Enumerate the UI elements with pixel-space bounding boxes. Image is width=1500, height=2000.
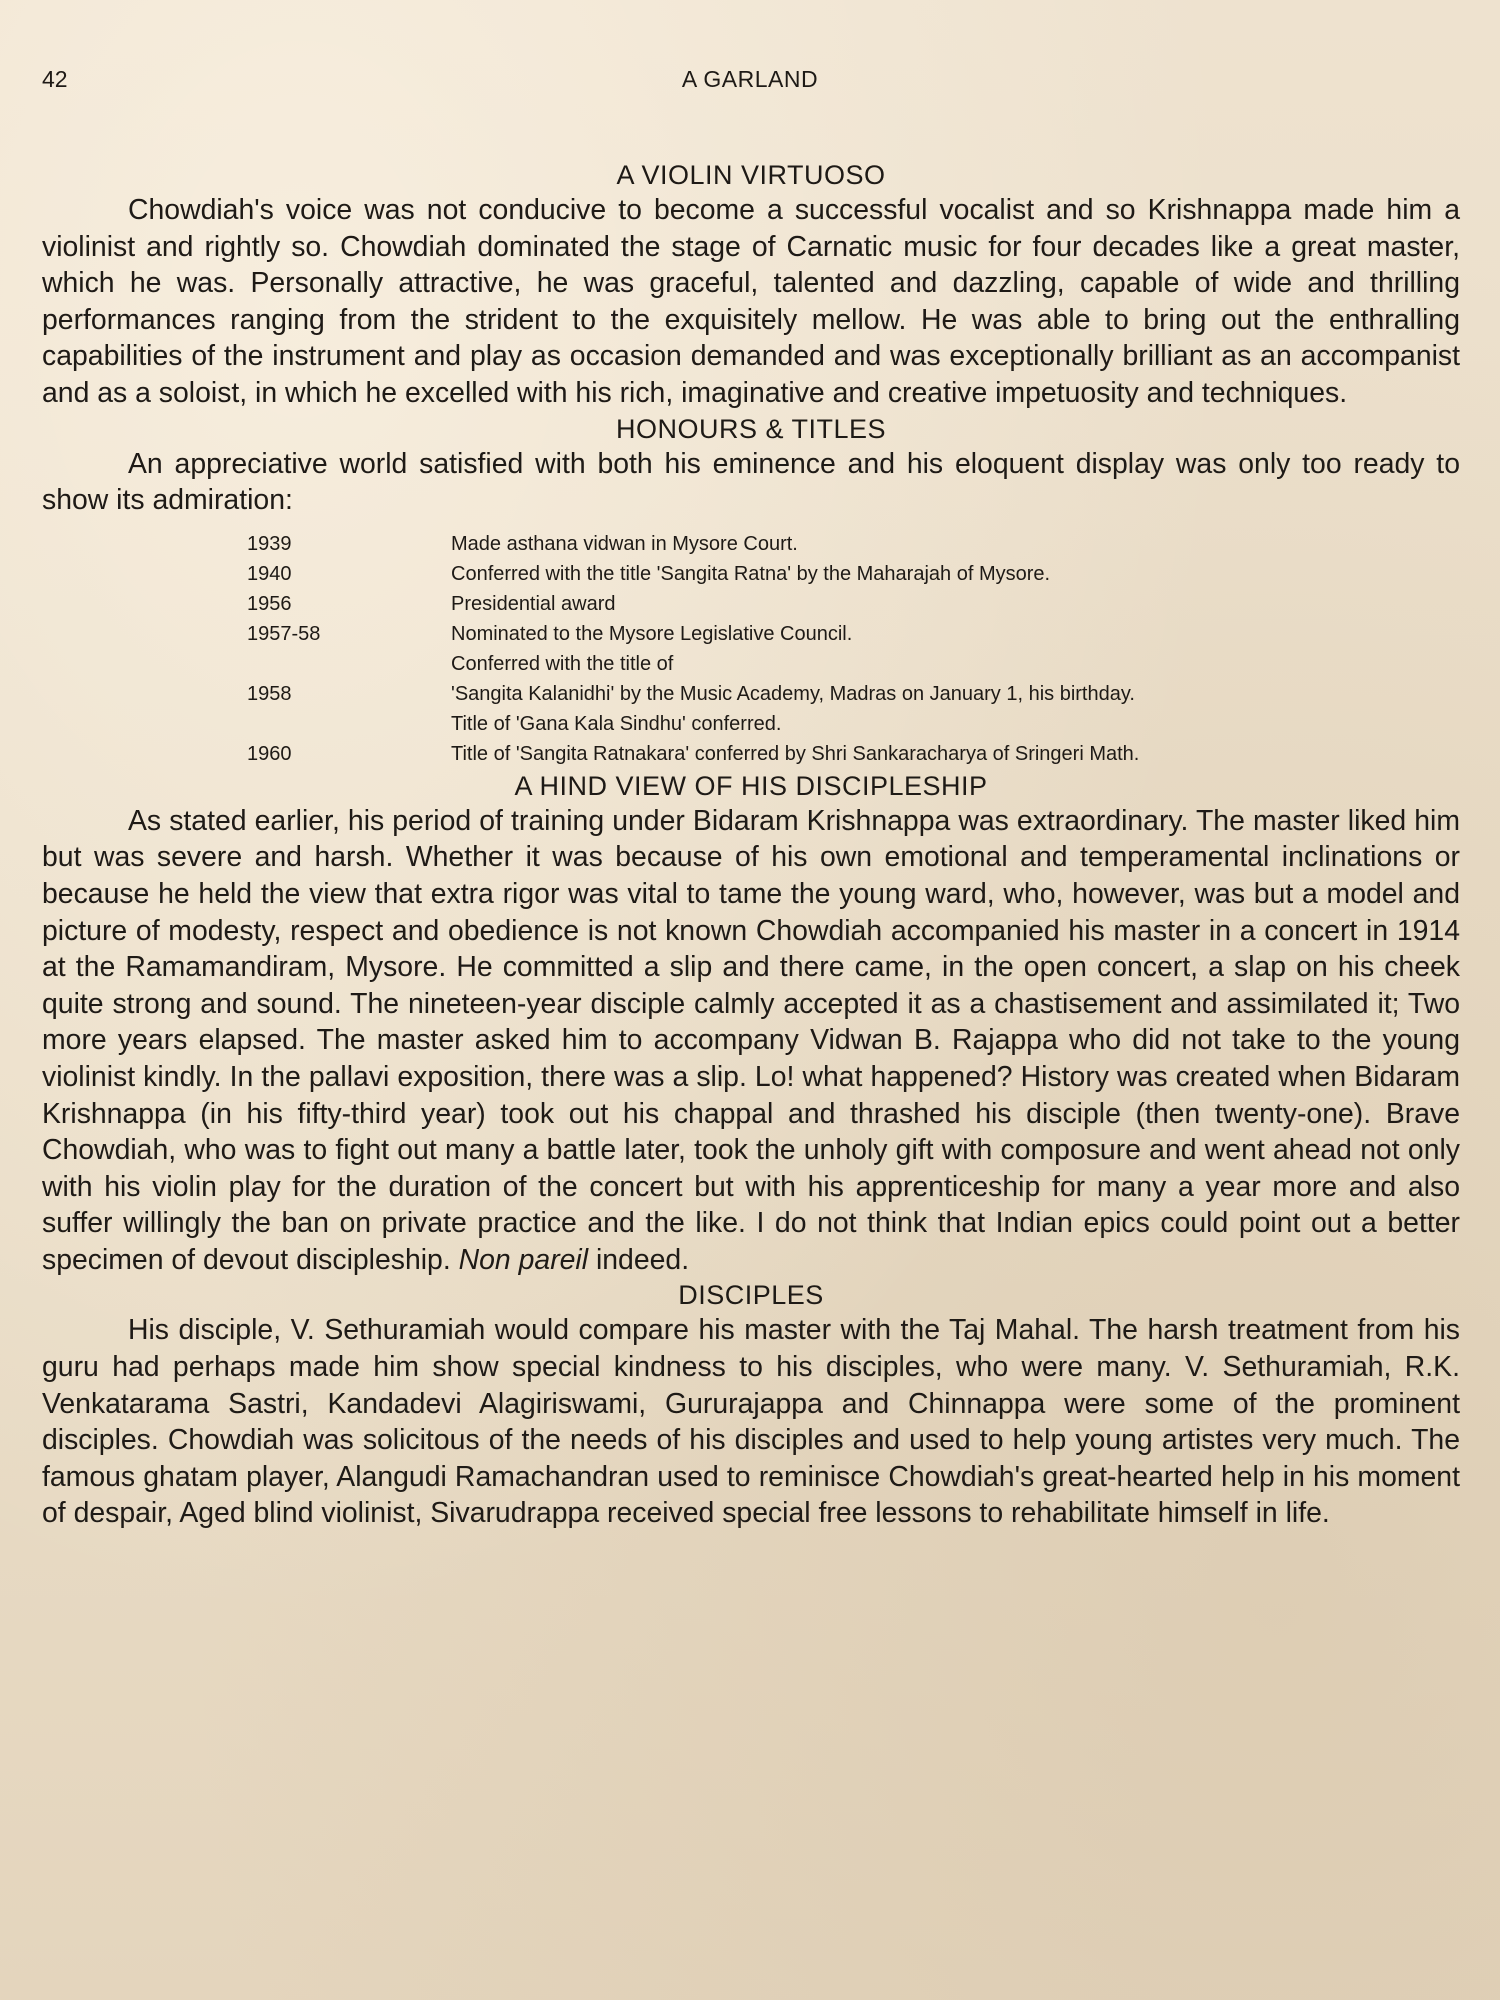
honour-line: Presidential award [451, 592, 616, 615]
honour-row [42, 619, 1460, 649]
honour-row [42, 529, 1460, 559]
honour-description [451, 619, 1460, 649]
honour-line: Conferred with the title of [451, 652, 674, 675]
section-heading-violin-virtuoso: A VIOLIN VIRTUOSO [616, 160, 886, 190]
honour-year: 1956 [247, 592, 292, 615]
paragraph-hind-view-trailing: indeed. [595, 1243, 690, 1276]
page-content [42, 158, 1460, 1532]
honour-line: Title of 'Gana Kala Sindhu' conferred. [451, 712, 782, 735]
running-title: A GARLAND [681, 66, 819, 92]
section-heading-honours-titles: HONOURS & TITLES [615, 413, 887, 444]
paragraph-violin-virtuoso: Chowdiah's voice was not conducive to become a successful vocalist and so Krishnappa made him a violinist and rightly so. Chowdiah dominated the stage of Carnatic music for four decades like a great master, which he was. Personally attractive, he was graceful, talented and dazzling, capable of wide and thrilling performances ranging from the strident to the exquisitely mellow. He was able to bring out the enthralling capabilities of the instrument and play as occasion demanded and was exceptionally brilliant as an accompanist and as a soloist, in which he excelled with his rich, imaginative and creative impetuosity and techniques. [42, 194, 1460, 409]
honour-description [451, 559, 1460, 589]
honours-list [42, 529, 1460, 769]
honour-description [451, 739, 1460, 769]
honour-year: 1957-58 [247, 622, 321, 645]
honour-description [451, 529, 1460, 559]
paragraph-hind-view [42, 803, 1460, 1279]
italic-phrase-non-pareil: Non pareil [458, 1243, 589, 1276]
honour-description [451, 589, 1460, 619]
paragraph-disciples: His disciple, V. Sethuramiah would compare his master with the Taj Mahal. The harsh treatment from his guru had perhaps made him show special kindness to his disciples, who were many. V. Sethuramiah, R.K. Venkatarama Sastri, Kandadevi Alagiriswami, Gururajappa and Chinnappa were some of the prominent disciples. Chowdiah was solicitous of the needs of his disciples and used to help young artistes very much. The famous ghatam player, Alangudi Ramachandran used to reminisce Chowdiah's great-hearted help in his moment of despair, Aged blind violinist, Sivarudrappa received special free lessons to rehabilitate himself in life. [42, 1314, 1460, 1530]
section-heading-disciples: DISCIPLES [678, 1280, 824, 1311]
honour-line: Conferred with the title 'Sangita Ratna' by the Maharajah of Mysore. [451, 562, 1051, 585]
honour-year: 1960 [247, 742, 292, 765]
honour-year: 1939 [247, 532, 292, 555]
paragraph-hind-view-text: As stated earlier, his period of training under Bidaram Krishnappa was extraordinary. The master liked him but was severe and harsh. Whether it was because of his own emotional and temperamental inclinations or because he held the view that extra rigor was vital to tame the young ward, who, however, was but a model and picture of modesty, respect and obedience is not known Chowdiah accompanied his master in a concert in 1914 at the Ramamandiram, Mysore. He committed a slip and there came, in the open concert, a slap on his cheek quite strong and sound. The nineteen-year disciple calmly accepted it as a chastisement and assimilated it; Two more years elapsed. The master asked him to accompany Vidwan B. Rajappa who did not take to the young violinist kindly. In the pallavi exposition, there was a slip. Lo! what happened? History was created when Bidaram Krishnappa (in his fifty-third year) took out his chappal and thrashed his disciple (then twenty-one). Brave Chowdiah, who was to fight out many a battle later, took the unholy gift with composure and went ahead not only with his violin play for the duration of the concert but with his apprenticeship for many a year more and also suffer willingly the ban on private practice and the like. I do not think that Indian epics could point out a better specimen of devout discipleship. [42, 804, 1460, 1276]
page-number: 42 [42, 66, 68, 92]
honour-line: Nominated to the Mysore Legislative Council. [451, 622, 853, 645]
section-heading-hind-view: A HIND VIEW OF HIS DISCIPLESHIP [514, 770, 988, 801]
honour-row [42, 739, 1460, 769]
honour-row [42, 589, 1460, 619]
honour-line: Title of 'Sangita Ratnakara' conferred by Shri Sankaracharya of Sringeri Math. [451, 742, 1140, 765]
honour-description [451, 649, 1460, 739]
honour-row [42, 649, 1460, 739]
running-head [42, 66, 1458, 98]
honour-line: Made asthana vidwan in Mysore Court. [451, 532, 798, 555]
honour-year: 1940 [247, 562, 292, 585]
honour-row [42, 559, 1460, 589]
paragraph-honours-intro: An appreciative world satisfied with both his eminence and his eloquent display was only too ready to show its admiration: [42, 447, 1460, 517]
honour-year: 1958 [247, 682, 292, 705]
honour-line: 'Sangita Kalanidhi' by the Music Academy, Madras on January 1, his birthday. [451, 682, 1135, 705]
